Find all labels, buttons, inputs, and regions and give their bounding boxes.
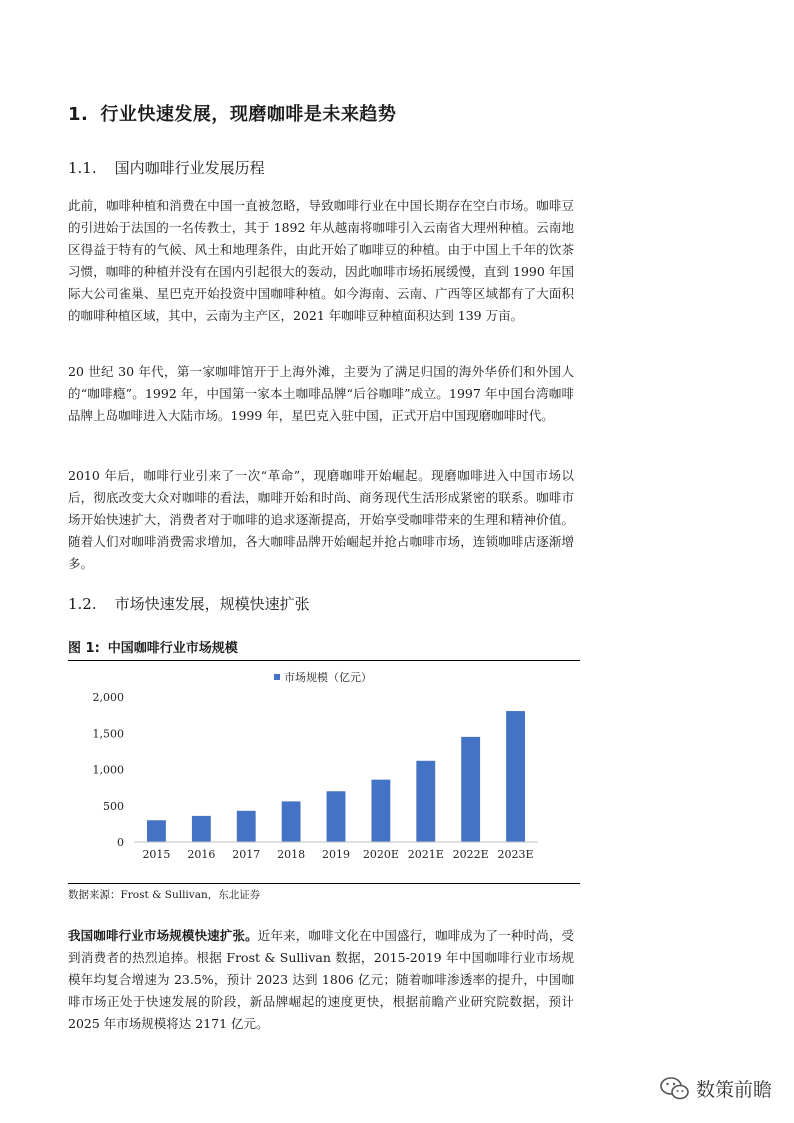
y-tick-label: 1,000 [92,763,124,777]
bar-2022E [461,737,480,842]
bar-2021E [416,761,435,842]
bar-2016 [192,816,211,842]
section-1-heading [68,100,396,126]
x-tick-label: 2020E [362,848,399,861]
paragraph-fresh-coffee-rise: 2010 年后，咖啡行业引来了一次“革命”，现磨咖啡开始崛起。现磨咖啡进入中国市场以后，彻底改变大众对咖啡的看法，咖啡开始和时尚、商务现代生活形成紧密的联系。咖啡市场开始快速扩大，消费者对于咖啡的追求逐渐提高，开始享受咖啡带来的生理和精神价值。随着人们对咖啡消费需求增加，各大咖啡品牌开始崛起并抢占咖啡市场，连锁咖啡店逐渐增多。 [68,468,574,571]
y-tick-label: 1,500 [92,727,124,741]
paragraph-market-expansion [68,925,574,1035]
figure-caption: 中国咖啡行业市场规模 [107,641,238,656]
paragraph-coffee-shops: 20 世纪 30 年代，第一家咖啡馆开于上海外滩，主要为了满足归国的海外华侨们和外国人的“咖啡瘾”。1992 年，中国第一家本土咖啡品牌“后谷咖啡”成立。1997 年中国台湾咖啡品牌上岛咖啡进入大陆市场。1999 年，星巴克入驻中国，正式开启中国现磨咖啡时代。 [68,364,574,423]
y-tick-label: 2,000 [92,691,124,704]
section-1-1-number: 1.1. [68,159,97,177]
bar-2018 [282,801,301,842]
paragraph-market-expansion-body: 近年来，咖啡文化在中国盛行，咖啡成为了一种时尚，受到消费者的热烈追捧。根据 Frost & Sullivan 数据，2015-2019 年中国咖啡行业市场规模年均复合增速为 23.5%，预计 2023 达到 1806 亿元；随着咖啡渗透率的提升，中国咖啡市场正处于快速发展的阶段，新品牌崛起的速度更快，根据前瞻产业研究院数据，预计 2025 年市场规模将达 2171 亿元。 [68,928,574,1031]
section-1-title: 行业快速发展，现磨咖啡是未来趋势 [100,104,397,125]
paragraph-coffee-history: 此前，咖啡种植和消费在中国一直被忽略，导致咖啡行业在中国长期存在空白市场。咖啡豆的引进始于法国的一名传教士，其于 1892 年从越南将咖啡引入云南省大理州种植。云南地区得益于特有的气候、风土和地理条件，由此开始了咖啡豆的种植。由于中国上千年的饮茶习惯，咖啡的种植并没有在国内引起很大的轰动，因此咖啡市场拓展缓慢，直到 1990 年国际大公司雀巢、星巴克开始投资中国咖啡种植。如今海南、云南、广西等区域都有了大面积的咖啡种植区域，其中，云南为主产区，2021 年咖啡豆种植面积达到 139 万亩。 [68,198,574,323]
bar-2019 [327,791,346,842]
x-tick-label: 2017 [232,848,261,861]
figure-bottom-rule [68,883,580,884]
wechat-icon [660,1076,690,1102]
x-tick-label: 2015 [142,848,171,861]
chart-legend [274,670,372,684]
market-size-chart [68,660,580,882]
bar-2015 [147,820,166,842]
x-tick-label: 2019 [322,848,350,861]
x-axis [134,842,538,861]
x-tick-label: 2016 [187,848,216,861]
y-axis [93,691,125,849]
section-1-2-heading [68,593,310,614]
bar-2020E [371,780,390,842]
paragraph-market-expansion-lead: 我国咖啡行业市场规模快速扩张。 [68,928,258,943]
x-tick-label: 2018 [277,848,306,861]
section-1-number: 1. [68,104,89,125]
section-1-1-heading [68,157,265,178]
legend-label: 市场规模（亿元） [284,671,372,684]
section-1-1-title: 国内咖啡行业发展历程 [114,159,265,177]
bar-series [147,711,525,842]
x-tick-label: 2022E [452,848,489,861]
figure-source: 数据来源：Frost & Sullivan，东北证券 [68,889,261,901]
market-size-chart-svg [68,660,580,882]
watermark [660,1075,772,1102]
section-1-2-title: 市场快速发展，规模快速扩张 [114,595,310,613]
y-tick-label: 0 [117,836,124,849]
legend-swatch [274,674,280,680]
bar-2017 [237,811,256,842]
bar-2023E [506,711,525,842]
x-tick-label: 2023E [497,848,534,861]
section-1-2-number: 1.2. [68,595,97,613]
y-tick-label: 500 [103,799,124,813]
figure-title [68,637,580,661]
watermark-text: 数策前瞻 [696,1079,773,1101]
figure-label: 图 1: [68,641,100,656]
x-tick-label: 2021E [407,848,444,861]
